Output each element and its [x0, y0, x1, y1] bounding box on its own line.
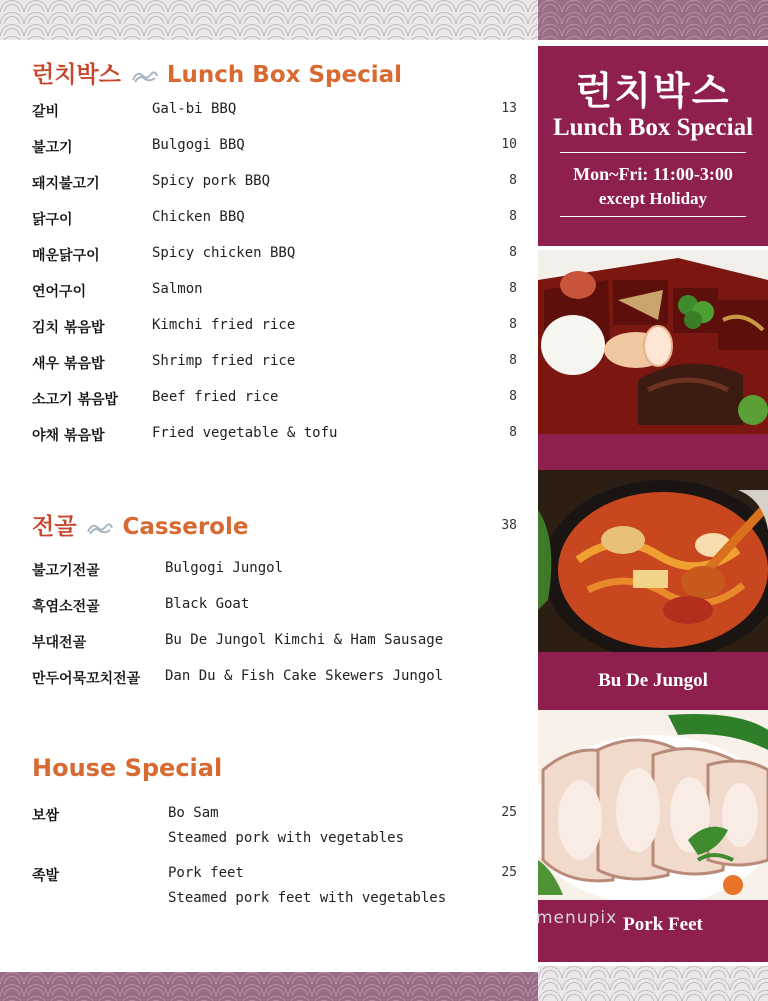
item-kr: 돼지불고기 — [32, 176, 100, 192]
lunch-box-heading — [32, 56, 402, 89]
menu-item — [0, 389, 538, 413]
item-kr: 새우 볶음밥 — [32, 356, 105, 372]
item-description: Steamed pork feet with vegetables — [168, 890, 447, 906]
item-price: 8 — [509, 245, 517, 260]
casserole-price-row — [0, 518, 538, 542]
banner-except: except Holiday — [598, 189, 708, 208]
item-en: Bo Sam — [168, 805, 219, 821]
lunch-box-heading-kr: 런치박스 — [32, 62, 121, 88]
menu-item — [0, 137, 538, 161]
pork-feet-caption: Pork Feet — [623, 914, 703, 935]
item-en: Spicy pork BBQ — [152, 173, 271, 189]
menu-item — [0, 425, 538, 449]
watermark: menupix — [536, 908, 618, 928]
menu-item — [0, 632, 538, 656]
item-kr: 김치 볶음밥 — [32, 320, 105, 336]
item-en: Bu De Jungol Kimchi & Ham Sausage — [165, 632, 444, 648]
item-en: Salmon — [152, 281, 203, 297]
menu-item — [0, 101, 538, 125]
item-en: Bulgogi Jungol — [165, 560, 284, 576]
item-en: Fried vegetable & tofu — [152, 425, 338, 441]
bu-de-jungol-caption: Bu De Jungol — [598, 670, 708, 691]
item-en: Black Goat — [165, 596, 250, 612]
item-price: 25 — [501, 805, 517, 820]
menu-item — [0, 281, 538, 305]
pork-feet-photo — [538, 710, 768, 900]
item-price: 8 — [509, 317, 517, 332]
menu-item — [0, 245, 538, 269]
item-kr: 소고기 볶음밥 — [32, 392, 119, 408]
wave-pattern-top-right — [538, 0, 768, 40]
bento-image — [538, 250, 768, 434]
lunch-box-heading-en: Lunch Box Special — [166, 62, 403, 88]
item-price: 8 — [509, 209, 517, 224]
item-kr: 족발 — [32, 868, 60, 884]
swirl-icon — [131, 68, 159, 84]
side-panel — [538, 40, 768, 966]
divider — [560, 152, 746, 153]
menu-item — [0, 173, 538, 197]
item-en: Gal-bi BBQ — [152, 101, 237, 117]
pork-feet-image — [538, 710, 768, 900]
item-kr: 갈비 — [32, 104, 60, 120]
bu-de-jungol-photo — [538, 470, 768, 652]
item-price: 8 — [509, 425, 517, 440]
item-kr: 부대전골 — [32, 635, 87, 651]
item-kr: 닭구이 — [32, 212, 73, 228]
stew-image — [538, 470, 768, 652]
item-description: Steamed pork with vegetables — [168, 830, 405, 846]
banner-title-en: Lunch Box Special — [552, 114, 754, 141]
item-en: Kimchi fried rice — [152, 317, 296, 333]
menu-item — [0, 668, 538, 692]
wave-pattern-top — [0, 0, 538, 40]
divider-band — [538, 434, 768, 470]
item-kr: 불고기 — [32, 140, 73, 156]
item-price: 25 — [501, 865, 517, 880]
menu-item — [0, 353, 538, 377]
menu-item — [0, 865, 538, 917]
bu-de-jungol-caption-band — [538, 652, 768, 710]
item-kr: 매운닭구이 — [32, 248, 100, 264]
item-price: 10 — [501, 137, 517, 152]
item-price: 8 — [509, 173, 517, 188]
menu-item — [0, 596, 538, 620]
menu-item — [0, 560, 538, 584]
item-en: Pork feet — [168, 865, 244, 881]
house-special-heading-en: House Special — [32, 754, 223, 782]
lunch-box-banner — [538, 46, 768, 246]
item-en: Beef fried rice — [152, 389, 279, 405]
item-kr: 연어구이 — [32, 284, 87, 300]
divider — [560, 216, 746, 217]
house-special-heading — [32, 754, 222, 782]
wave-pattern-bottom-right — [538, 966, 768, 1001]
menu-item — [0, 317, 538, 341]
item-kr: 보쌈 — [32, 808, 60, 824]
menu-item — [0, 209, 538, 233]
item-en: Shrimp fried rice — [152, 353, 296, 369]
casserole-price: 38 — [501, 518, 517, 533]
item-en: Spicy chicken BBQ — [152, 245, 296, 261]
item-price: 13 — [501, 101, 517, 116]
item-price: 8 — [509, 281, 517, 296]
item-kr: 만두어묵꼬치전골 — [32, 671, 141, 687]
item-en: Bulgogi BBQ — [152, 137, 245, 153]
wave-pattern-bottom — [0, 972, 538, 1001]
item-en: Dan Du & Fish Cake Skewers Jungol — [165, 668, 444, 684]
item-price: 8 — [509, 389, 517, 404]
banner-hours: Mon~Fri: 11:00-3:00 — [573, 164, 733, 184]
item-price: 8 — [509, 353, 517, 368]
casserole-heading-en: Casserole — [122, 514, 249, 540]
casserole-heading-kr: 전골 — [32, 514, 77, 540]
menu-item — [0, 805, 538, 857]
lunch-box-photo — [538, 250, 768, 434]
item-kr: 흑염소전골 — [32, 599, 100, 615]
item-en: Chicken BBQ — [152, 209, 245, 225]
banner-title-kr: 런치박스 — [575, 69, 731, 113]
item-kr: 불고기전골 — [32, 563, 100, 579]
item-kr: 야채 볶음밥 — [32, 428, 105, 444]
